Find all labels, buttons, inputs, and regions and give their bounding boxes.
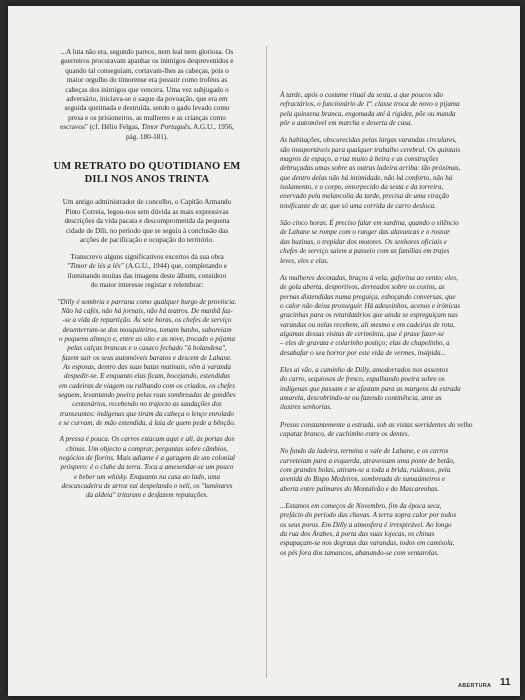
excerpt-line: pernas distendidas numa preguiça, esboçando conversas, que	[280, 292, 456, 301]
excerpt-line: seguem, levantando poeira pelas ruas sombreadas de gondões	[58, 391, 236, 399]
quote-citation: , A.G.U., 1956,	[189, 123, 234, 132]
paragraph-line: do maior interesse registar e relembrar:	[90, 281, 204, 290]
excerpt-line: prefácio do período das chuvas. A terra sopra calor por todos	[280, 511, 457, 520]
excerpt-line: tonificante de ar, que só uma corrida de carro desloca.	[280, 201, 436, 210]
heading-line: DILI NOS ANOS TRINTA	[84, 174, 210, 186]
excerpt-line: As mulheres decotadas, braços à vela, gaforina ao vento; eles,	[280, 273, 458, 282]
transcription-paragraph	[42, 253, 252, 291]
section-label: ABERTURA	[458, 683, 492, 689]
excerpt-line: chinas. Um objecto a comprar, perguntas sobre câmbios,	[66, 444, 228, 453]
excerpt-line: -se a vida de repartição. Às sete horas, os chefes de serviço	[62, 316, 232, 325]
excerpt-line: pela quinzena branca, engomada até à rigidez, põe ou manda	[280, 109, 456, 118]
excerpt-line: em cadeiras de viagem ou ralhando com os criados, os chefes	[59, 381, 235, 390]
excerpt-line: – eles de gravata e colarinho postiço; elas de chapelinho, a	[280, 339, 450, 348]
excerpt-line: capataz branco, de cachimbo entre os dentes.	[280, 430, 410, 438]
excerpt-line: transeuntes: indígenas que tiram da cabeça o lenço enrolado	[60, 409, 234, 418]
excerpt-line: aberta entre palmares do Montalvão e do Mascarenhas.	[280, 484, 440, 493]
excerpt-line: enervado pela melancolia da tarde, precisa de uma viração	[280, 192, 450, 201]
excerpt-line: de Lahane se rompe com o ranger das alavancas e o rosnar	[280, 228, 450, 237]
excerpt-shops	[42, 435, 252, 500]
paragraph-line: acções de pacificação e ocupação do território.	[79, 236, 215, 245]
excerpt-line: ilustres senhorias.	[280, 403, 332, 412]
excerpt-line: amarela, descobrindo-se ou fazendo continência, ante as	[280, 393, 442, 402]
quote-line: cabeças dos inimigos que vencera. Uma vez subjugado o	[65, 85, 229, 94]
excerpt-line: que dentro delas não há intimidade, não há conforto, não há	[280, 173, 453, 182]
cited-book-title: "Timor de lés a lés"	[66, 262, 124, 271]
excerpt-line: algumas dessas visitas de cerimónia, que é praxe fazer-se	[280, 329, 444, 338]
article-heading	[42, 160, 252, 186]
quote-line: ...A luta não era, segundo parece, nem leal nem gloriosa. Os	[60, 48, 234, 56]
quote-line: escravos" (cf. Hélio Felgas,	[60, 123, 142, 132]
excerpt-line: magros de espaço, a rua muito à beira e as construções	[280, 155, 439, 164]
excerpt-line: pelas calças brancas e o casaco fechado "à holandesa",	[67, 344, 227, 353]
excerpt-line: São cinco horas. É preciso falar em surdina, quando o silêncio	[280, 219, 459, 228]
page-number: 11	[500, 677, 511, 688]
excerpt-line: com grandes bolas, atiram-se a toda a brida, ruidosos, pela	[280, 466, 451, 475]
excerpt-november	[280, 502, 486, 558]
excerpt-line: leves, eles e elas.	[280, 256, 329, 265]
heading-line: UM RETRATO DO QUOTIDIANO EM	[53, 161, 241, 173]
excerpt-line: Não há cafés, não há jornais, não há teatros. De manhã faz-	[61, 306, 233, 315]
excerpt-line: são insuportáveis para qualquer trabalho cerebral. Os quintais	[280, 145, 461, 154]
excerpt-line: negócios de florins. Mais adiante é a garagem de um colonial	[59, 454, 235, 463]
excerpt-road-to-dilly	[280, 366, 486, 413]
excerpt-line: indígenas que passam e se afastam para as margens da estrada	[280, 384, 461, 393]
excerpt-five-oclock	[280, 219, 486, 266]
excerpt-afternoon	[280, 91, 486, 128]
excerpt-line: o pequeno almoço e, entre as oito e as nove, trocado o pijama	[59, 334, 235, 343]
quote-line: guerreiros procuravam apanhar os inimigos desprevenidos e	[60, 57, 234, 66]
excerpt-line: A pressa é pouca. Os carros estacam aqui e ali, às portas dos	[59, 435, 235, 444]
cited-book-title: Timor Português	[141, 123, 190, 132]
excerpt-line: gracinhas para os retardatários que ainda se espreguiçam nas	[280, 311, 458, 320]
excerpt-avenue	[280, 447, 486, 494]
excerpt-line: da rua dos Árabes, à porta das suas lojecas, os chinas	[280, 530, 435, 539]
excerpt-line: isolamento, e o corpo, entorpecido da sesta e da torreira,	[280, 183, 444, 192]
column-divider	[266, 46, 267, 678]
excerpt-line: das buzinas, o trepidar dos motores. Os senhores oficiais e	[280, 237, 447, 246]
paragraph-line: (A.G.U., 1944) que, completando e	[123, 262, 228, 271]
excerpt-line: desabafar o seu horror por este vida de vermes, insípida...	[280, 348, 446, 357]
excerpt-line: os pés fora dos tamancos, abanando-se com ventarolas.	[280, 548, 439, 557]
excerpt-line: despedir-se. E enquanto elas ficam, bocejando, estendidas	[64, 372, 230, 381]
paragraph-line: Um antigo administrador de concelho, o Capitão Armando	[62, 198, 232, 207]
excerpt-line: os seus poros. Em Dilly a atmosfera é irrespirável. Ao longo	[280, 520, 452, 529]
paragraph-line: Pinto Correia, legou-nos sem dúvida as mais expressivas	[65, 207, 229, 216]
excerpt-line: espapaçam-se nos degraus das varandas, todos em camisola,	[280, 539, 455, 548]
excerpt-line: desenterram-se dos mosquiteiros, tomam banho, saboreiam	[62, 325, 232, 334]
excerpt-line: e beber um whisky. Enquanto na casa ao lado, uma	[74, 472, 220, 481]
excerpt-morning	[42, 298, 252, 429]
paragraph-line: cidade de Díli, no período que se seguiu à conclusão das	[65, 226, 229, 235]
quote-line: seguida queimada e destruída, sendo o gado levado como	[64, 104, 230, 113]
paragraph-line: iluminando muitas das imagens deste álbum, considero	[67, 271, 227, 280]
excerpt-line: Eles ai vão, a caminho de Dilly, amodorrados nos assentos	[280, 365, 449, 374]
excerpt-houses	[280, 136, 486, 211]
excerpt-prisoners	[280, 421, 486, 440]
excerpt-line: do carro, sequiosos de fresco, espalhando poeira sobre os	[280, 375, 445, 384]
excerpt-line: As esposas, dentro das suas batas matinais, vêm à varanda	[63, 362, 231, 371]
excerpt-line: o calor não deixa prosseguir. Há adeusinhos, acenos e irónicas	[280, 301, 461, 310]
excerpt-line: avenida do Bispo Medeiros, sombreada de sumaúmeiros e	[280, 475, 446, 484]
excerpt-line: refractários, o funcionário de 1ª. classe troca de novo o pijama	[280, 100, 460, 109]
quote-pages: pág. 180-181).	[125, 132, 169, 141]
quote-line: adversário, iniciava-se o saque da povoação, que era em	[66, 95, 228, 104]
excerpt-line: À tarde, após o costume ritual da sesta, a que poucos são	[280, 91, 444, 99]
historical-quote	[42, 48, 252, 142]
excerpt-line: descascadeira de arroz vai despelando o neli, os "luminares	[61, 482, 233, 491]
excerpt-line: Presos constantemente a estrada, sob as vistas sorridentes do velho	[280, 420, 473, 429]
excerpt-line: chefes de serviço saiem a passeio com as famílias em trajes	[280, 247, 450, 256]
excerpt-line: curveteiam para a esquerda, atravessam uma ponte de betão,	[280, 456, 455, 465]
quote-line: maior orgulho do timorense era possuir como troféus as	[66, 76, 228, 85]
excerpt-line: de gola aberta, desportivos, derreados sobre os coxins, as	[280, 283, 445, 292]
excerpt-line: No fundo da ladeira, termina o vale de Lahane, e os carros	[280, 447, 449, 456]
excerpt-line: e se curvam, de mão estendida, à laia de quem pede a bênção.	[58, 419, 236, 428]
excerpt-line: ...Estamos em começos de Novembro, fim da época seca,	[280, 502, 442, 511]
quote-line: presa e os prisioneiros, as mulheres e as crianças como	[68, 113, 226, 122]
paragraph-line: Transcrevo alguns significativos excertos da sua obra	[70, 252, 224, 261]
intro-paragraph	[42, 198, 252, 246]
excerpt-line: As habitações, obscurecidas pelas largas varandas circulares,	[280, 136, 457, 145]
excerpt-line: varandas ou nelas recebem, ali mesmo e em cadeiras de rota,	[280, 320, 455, 329]
excerpt-line: debruçadas umas sobre as outras ladeira arriba: tão próximas,	[280, 164, 461, 173]
excerpt-line: "Dilly é sombria e parrana como qualquer burgo de província.	[57, 297, 237, 306]
excerpt-women	[280, 274, 486, 358]
excerpt-line: fazem sair os seus automóveis baratos e descem de Lahane.	[62, 353, 232, 362]
right-column	[280, 91, 486, 566]
magazine-page	[8, 6, 520, 696]
left-column	[42, 48, 252, 508]
excerpt-line: da aldeia" trituram e desfazem reputações.	[85, 491, 209, 500]
excerpt-line: pôr o automóvel em marcha e deserta de casa.	[280, 119, 413, 128]
excerpt-line: centenários, recebendo no trajecto as saudações dos	[72, 400, 222, 409]
quote-line: quando tal conseguiam, cortavam-lhes as cabeças, pois o	[65, 66, 229, 75]
excerpt-line: próspero: é o clube da terra. Toca a amesendar-se um pouco	[60, 463, 234, 472]
paragraph-line: descrições da vida pacata e descomprometida da pequena	[64, 217, 230, 226]
